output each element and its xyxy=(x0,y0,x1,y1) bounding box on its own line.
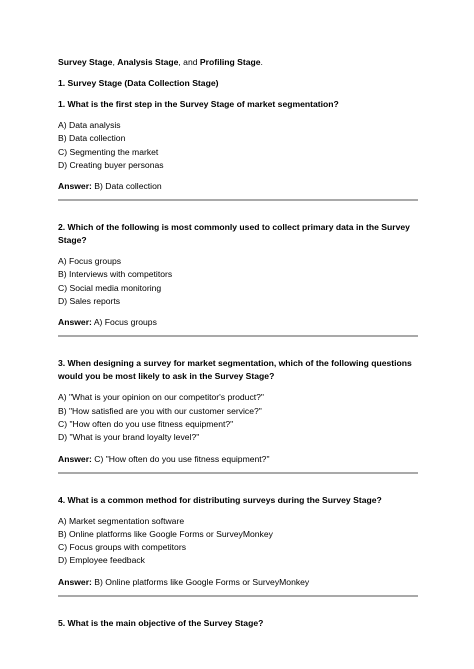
options-list xyxy=(58,255,418,308)
options-list xyxy=(58,119,418,172)
intro-stage-survey: Survey Stage xyxy=(58,57,113,67)
options-list xyxy=(58,391,418,444)
intro-suffix: . xyxy=(260,57,263,67)
option-item: B) Data collection xyxy=(58,133,126,144)
question-block xyxy=(58,494,418,597)
question-text: 5. What is the main objective of the Survey Stage? xyxy=(58,617,264,628)
intro-separator: , xyxy=(112,57,118,67)
intro-line xyxy=(58,56,418,68)
answer-label: Answer: xyxy=(58,576,92,587)
answer-value: A) Focus groups xyxy=(93,317,157,328)
option-item: D) Employee feedback xyxy=(58,555,145,566)
answer-value: B) Data collection xyxy=(94,181,162,192)
intro-stage-analysis: Analysis Stage xyxy=(117,57,179,67)
option-item: D) Creating buyer personas xyxy=(58,159,164,170)
option-item: B) Interviews with competitors xyxy=(58,269,173,280)
answer-value: C) "How often do you use fitness equipment?" xyxy=(94,453,270,464)
question-block xyxy=(58,221,418,337)
option-item: A) Data analysis xyxy=(58,120,121,130)
intro-stage-profiling: Profiling Stage xyxy=(199,57,261,67)
option-item: C) Social media monitoring xyxy=(58,282,162,293)
divider xyxy=(58,335,418,337)
intro-separator: , and xyxy=(178,57,200,67)
question-block xyxy=(58,98,418,201)
divider xyxy=(58,472,418,474)
question-text: 1. What is the first step in the Survey Stage of market segmentation? xyxy=(58,99,339,109)
option-item: D) "What is your brand loyalty level?" xyxy=(58,432,200,443)
option-item: C) Segmenting the market xyxy=(58,146,159,157)
answer-label: Answer: xyxy=(58,317,92,328)
divider xyxy=(58,199,418,201)
question-text: 3. When designing a survey for market segmentation, which of the following questions would you be most likely to ask in the Survey Stage? xyxy=(58,358,412,382)
question-text: 2. Which of the following is most commonly used to collect primary data in the Survey Stage? xyxy=(58,222,410,246)
option-item: B) Online platforms like Google Forms or SurveyMonkey xyxy=(58,528,273,539)
options-list xyxy=(58,515,418,568)
question-block xyxy=(58,617,418,630)
option-item: C) "How often do you use fitness equipment?" xyxy=(58,418,234,429)
divider xyxy=(58,595,418,597)
answer-line xyxy=(58,316,418,328)
answer-label: Answer: xyxy=(58,453,92,464)
option-item: C) Focus groups with competitors xyxy=(58,542,186,553)
question-block xyxy=(58,357,418,473)
question-text: 4. What is a common method for distributing surveys during the Survey Stage? xyxy=(58,494,382,505)
answer-value: B) Online platforms like Google Forms or SurveyMonkey xyxy=(94,576,310,587)
answer-label: Answer: xyxy=(58,181,92,192)
answer-line xyxy=(58,180,418,192)
option-item: B) "How satisfied are you with our customer service?" xyxy=(58,405,262,416)
answer-line xyxy=(58,576,418,588)
option-item: A) "What is your opinion on our competitor's product?" xyxy=(58,392,264,403)
section-title: 1. Survey Stage (Data Collection Stage) xyxy=(58,78,219,88)
answer-line xyxy=(58,453,418,465)
option-item: D) Sales reports xyxy=(58,296,121,307)
document-page xyxy=(58,56,418,638)
option-item: A) Focus groups xyxy=(58,256,122,267)
option-item: A) Market segmentation software xyxy=(58,515,185,526)
